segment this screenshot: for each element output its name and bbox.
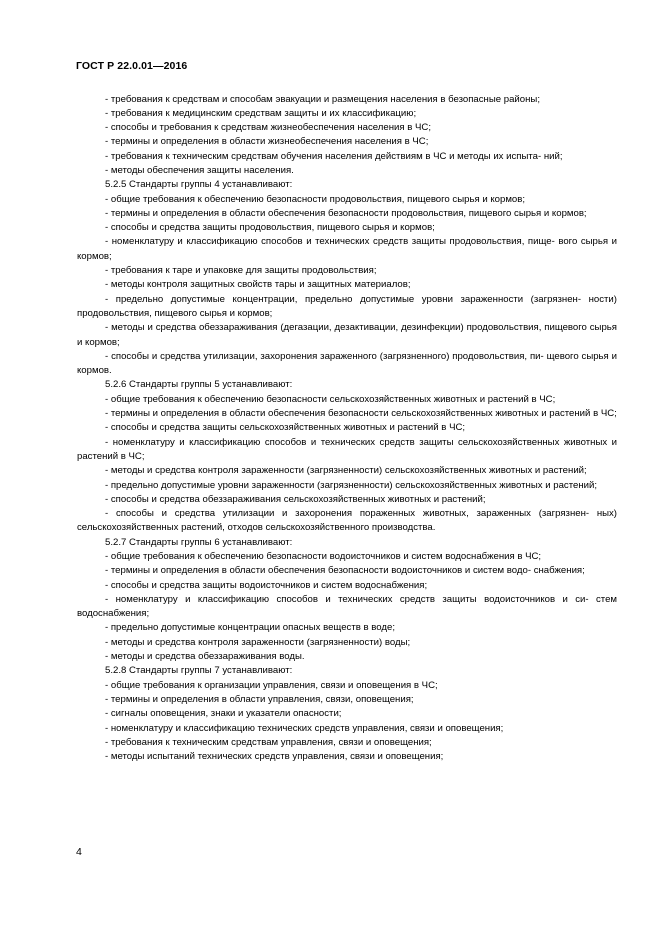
paragraph: - требования к медицинским средствам защиты и их классификацию; xyxy=(105,107,417,119)
paragraph: - методы испытаний технических средств управления, связи и оповещения; xyxy=(105,751,444,763)
page-number: 4 xyxy=(76,846,82,858)
paragraph: - способы и средства обеззараживания сельскохозяйственных животных и растений; xyxy=(105,493,486,505)
paragraph: - общие требования к организации управления, связи и оповещения в ЧС; xyxy=(105,679,438,691)
paragraph: - методы и средства обеззараживания (дегазации, дезактивации, дезинфекции) продовольствия, пищевого сырья и кормов; xyxy=(77,322,617,348)
paragraph: - общие требования к обеспечению безопасности сельскохозяйственных животных и растений в ЧС; xyxy=(105,393,556,405)
section-heading: 5.2.5 Стандарты группы 4 устанавливают: xyxy=(105,179,293,191)
paragraph: - требования к техническим средствам обучения населения действиям в ЧС и методы их испыта- ний; xyxy=(105,150,563,162)
paragraph: - способы и средства утилизации и захоронения пораженных животных, зараженных (загрязнен- ных) сельскохозяйственных растений, отходов сельскохозяйственного производства. xyxy=(77,508,617,534)
paragraph: - методы и средства обеззараживания воды. xyxy=(105,651,305,663)
paragraph: - методы и средства контроля зараженности (загрязненности) сельскохозяйственных животных и растений; xyxy=(105,465,587,477)
paragraph: - способы и средства защиты водоисточников и систем водоснабжения; xyxy=(105,579,428,591)
paragraph: - требования к средствам и способам эвакуации и размещения населения в безопасные районы; xyxy=(105,93,540,105)
paragraph: - предельно допустимые концентрации, предельно допустимые уровни зараженности (загрязнен- ности) продовольствия, пищевого сырья и кормов; xyxy=(77,293,617,319)
paragraph: - общие требования к обеспечению безопасности продовольствия, пищевого сырья и кормов; xyxy=(105,193,526,205)
paragraph: - термины и определения в области обеспечения безопасности продовольствия, пищевого сырья и кормов; xyxy=(105,207,587,219)
page-header: ГОСТ Р 22.0.01—2016 xyxy=(76,60,188,72)
paragraph: - методы и средства контроля зараженности (загрязненности) воды; xyxy=(105,636,411,648)
section-heading: 5.2.6 Стандарты группы 5 устанавливают: xyxy=(105,379,293,391)
body-text xyxy=(77,93,617,765)
paragraph: - требования к техническим средствам управления, связи и оповещения; xyxy=(105,736,432,748)
paragraph: - номенклатуру и классификацию технических средств управления, связи и оповещения; xyxy=(105,722,504,734)
paragraph: - термины и определения в области обеспечения безопасности сельскохозяйственных животных и растений в ЧС; xyxy=(105,408,617,420)
paragraph: - методы обеспечения защиты населения. xyxy=(105,164,294,176)
paragraph: - номенклатуру и классификацию способов и технических средств защиты водоисточников и си- стем водоснабжения; xyxy=(77,593,617,620)
paragraph: - сигналы оповещения, знаки и указатели опасности; xyxy=(105,708,342,720)
paragraph: - способы и средства утилизации, захоронения зараженного (загрязненного) продовольствия, пи- щевого сырья и кормов. xyxy=(77,350,617,377)
paragraph: - термины и определения в области управления, связи, оповещения; xyxy=(105,693,414,705)
paragraph: - термины и определения в области обеспечения безопасности водоисточников и систем водо- снабжения; xyxy=(105,565,585,577)
paragraph: - требования к таре и упаковке для защиты продовольствия; xyxy=(105,265,377,277)
paragraph: - термины и определения в области жизнеобеспечения населения в ЧС; xyxy=(105,136,429,148)
paragraph: - предельно допустимые концентрации опасных веществ в воде; xyxy=(105,622,395,634)
paragraph: - номенклатуру и классификацию способов и технических средств защиты продовольствия, пище- вого сырья и кормов; xyxy=(77,236,617,262)
paragraph: - способы и требования к средствам жизнеобеспечения населения в ЧС; xyxy=(105,122,432,134)
section-heading: 5.2.7 Стандарты группы 6 устанавливают: xyxy=(105,536,293,548)
paragraph: - способы и средства защиты сельскохозяйственных животных и растений в ЧС; xyxy=(105,422,466,434)
paragraph: - способы и средства защиты продовольствия, пищевого сырья и кормов; xyxy=(105,222,435,234)
paragraph: - методы контроля защитных свойств тары и защитных материалов; xyxy=(105,279,411,291)
paragraph: - общие требования к обеспечению безопасности водоисточников и систем водоснабжения в ЧС; xyxy=(105,551,542,562)
paragraph: - номенклатуру и классификацию способов и технических средств защиты сельскохозяйственных животных и растений в ЧС; xyxy=(77,436,617,462)
section-heading: 5.2.8 Стандарты группы 7 устанавливают: xyxy=(105,665,293,677)
paragraph: - предельно допустимые уровни зараженности (загрязненности) сельскохозяйственных животных и растений; xyxy=(105,479,598,491)
